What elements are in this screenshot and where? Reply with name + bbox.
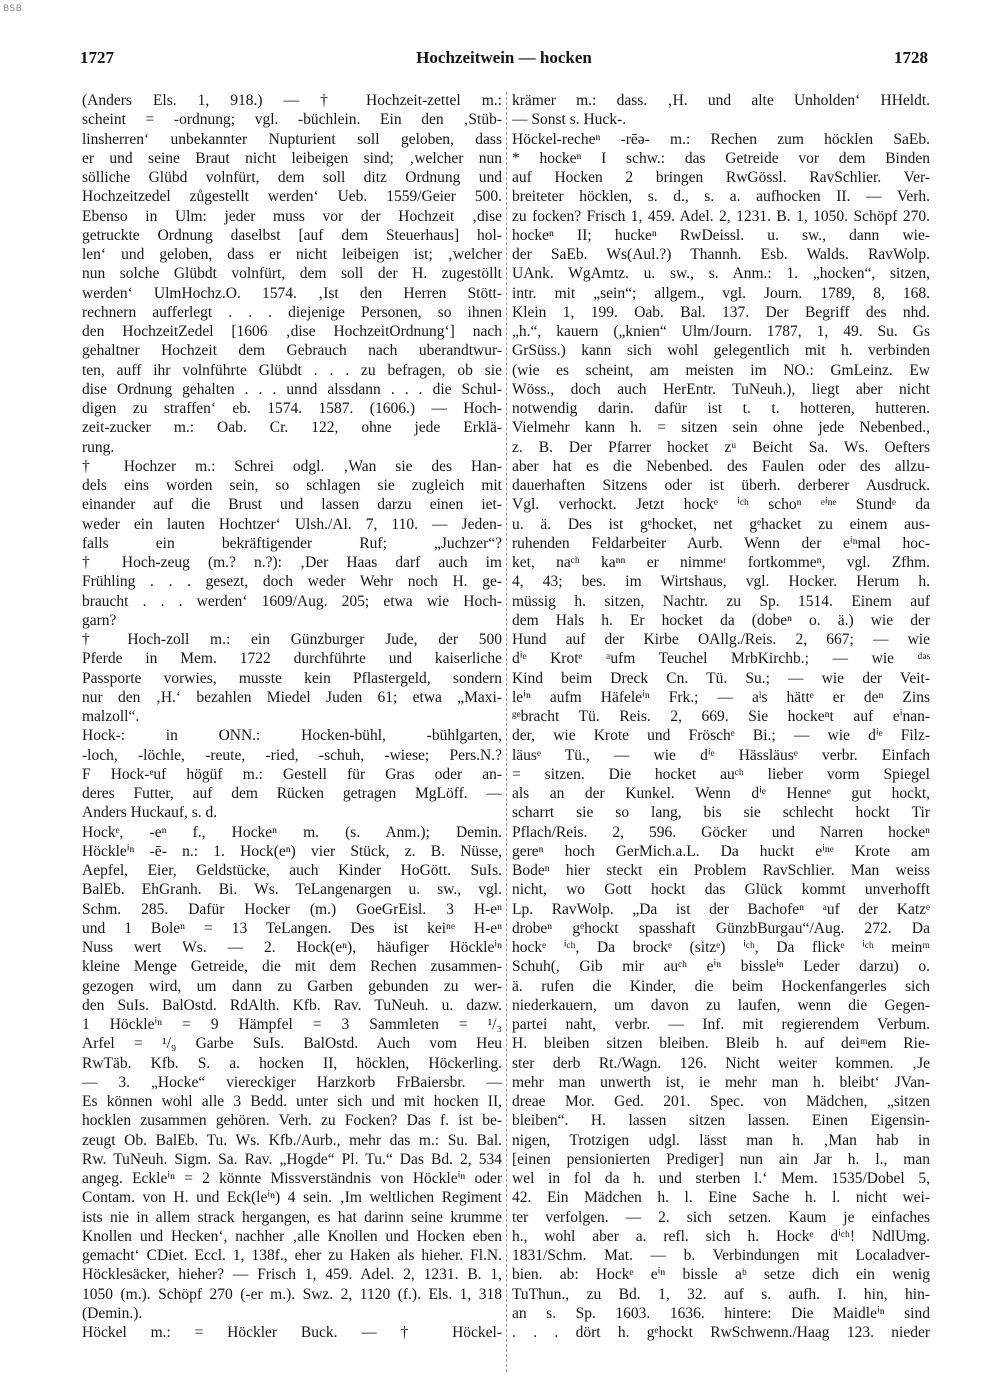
right-column-line: Wöss., doch auch HerEntr. TuNeuh.), liegt aber nicht	[512, 380, 930, 398]
left-column-line: F Hock-ᵉuf högüf m.: Gestell für Gras oder an-	[82, 765, 502, 783]
left-column-line: werden‘ UlmHochz.O. 1574. ‚Ist den Herren Stött-	[82, 284, 502, 302]
left-column-line: linsherren‘ unbekannter Nupturient soll geloben, dass	[82, 130, 502, 148]
right-column-line: 1831/Schm. Mat. — b. Verbindungen mit Localadver-	[512, 1247, 930, 1264]
left-column-line: nun solche Glübdt volnfürt, dem soll der H. zugestöllt	[82, 265, 502, 283]
left-column-line: † Hochzer m.: Schrei odgl. ‚Wan sie des Han-	[82, 457, 502, 475]
left-column-line: RwTäb. Kfb. S. a. hocken II, höcklen, Höckerling.	[82, 1054, 502, 1072]
right-column-line: krämer m.: dass. ‚H. und alte Unholden‘ HHeldt.	[512, 92, 930, 109]
right-column-line: partei naht, verbr. — Inf. mit regierendem Verbum.	[512, 1016, 930, 1033]
right-column-line: Vgl. verhockt. Jetzt hockᵉ ⁱᶜʰ schoⁿ ᵉⁱⁿᵉ Stundᵉ da	[512, 496, 930, 514]
column-divider	[506, 92, 507, 1372]
right-column-line: ᵍᵉbracht Tü. Reis. 2, 669. Sie hockeⁿt auf eⁱnan-	[512, 708, 930, 725]
right-column-line: — Sonst s. Huck-.	[512, 111, 627, 129]
right-column-line: Höckel-recheⁿ -rēə- m.: Rechen zum höcklen SaEb.	[512, 130, 930, 148]
right-column-line: breiteter höcklen, s. d., s. a. aufhocken II. — Verh.	[512, 188, 930, 206]
left-column-line: getruckte Ordnung daselbst [auf dem Steuerhaus] hol-	[82, 226, 502, 244]
right-column-line: ket, naᶜʰ kaⁿⁿ er nimmeʳ fortkommeⁿ, vgl. Zfhm.	[512, 554, 930, 571]
page-number-left: 1727	[80, 48, 114, 67]
right-column-line: Vielmehr kann h. = sitzen sein ohne jede Nebenbed.,	[512, 419, 930, 437]
left-column-line: einander auf die Brust und lassen darzu einen iet-	[82, 496, 502, 514]
page-header	[80, 48, 928, 70]
right-column-line: = sitzen. Die hocket auᶜʰ lieber vorm Spiegel	[512, 765, 930, 783]
left-column-line: er und seine Braut nicht leibeigen sind; ‚welcher nun	[82, 149, 502, 167]
right-column-line: Bodeⁿ hier steckt ein Problem RavSchlier. Man weiss	[512, 862, 930, 879]
right-column-line: dreae Mor. Ged. 201. Spec. von Mädchen, „sitzen	[512, 1093, 930, 1110]
left-column-line: falls ein bekräftigender Ruf; „Juchzer“?	[82, 534, 502, 552]
right-column-line: ruhenden Feldarbeiter Aurb. Wenn der eⁱⁿmal hoc-	[512, 534, 930, 552]
left-column-line: den SuIs. BalOstd. RdAlth. Kfb. Rav. TuNeuh. u. dazw.	[82, 996, 502, 1014]
right-column-line: dauerhaften Sitzens oder ist überh. derberer Ausdruck.	[512, 477, 930, 494]
right-column-line: niederkauern, um davon zu laufen, wenn die Gegen-	[512, 996, 930, 1014]
left-column-line: (Demin.).	[82, 1304, 143, 1322]
left-column-line: gezogen wird, um dann zu Garben gebunden zu wer-	[82, 977, 502, 995]
right-column-line: 42. Ein Mädchen h. l. Eine Sache h. l. nicht wei-	[512, 1189, 930, 1207]
right-column-line: „h.“, kauern („knien“ Ulm/Journ. 1787, 1, 49. Su. Gs	[512, 323, 930, 340]
left-column-line: gemacht‘ CDiet. Eccl. 1, 138f., eher zu Haken als hieher. Fl.N.	[82, 1247, 502, 1264]
right-column-line: leⁱⁿ aufm Häfeleⁱⁿ Frk.; — aˡs hättᵉ er deⁿ Zins	[512, 688, 930, 706]
right-column-line: wel in fol da h. und sterben l.‘ Mem. 1535/Dobel 5,	[512, 1170, 930, 1187]
right-column-line: hockᵉ ⁱᶜʰ, Da brockᵉ (sitzᵉ) ⁱᶜʰ, Da flickᵉ ⁱᶜʰ meinᵐ	[512, 939, 930, 956]
right-column-line: der SaEb. Ws(Aul.?) Thannh. Esb. Walds. RavWolp.	[512, 246, 930, 263]
right-column-line: Kind beim Dreck Cn. Tü. Su.; — wie der Veit-	[512, 669, 930, 687]
left-column-line: angeg. Eckleⁱⁿ = 2 könnte Missverständnis von Höckleⁱⁿ oder	[82, 1170, 502, 1187]
left-column-line: BalEb. EhGranh. Bi. Ws. TeLangenargen u. sw., vgl.	[82, 881, 502, 899]
left-column-line: Höckleⁱⁿ -ē- n.: 1. Hock(eⁿ) vier Stück, z. B. Nüsse,	[82, 842, 502, 860]
left-column-line: -loch, -löchle, -reute, -ried, -schuh, -wiese; Pers.N.?	[82, 746, 502, 764]
left-column-line: deres Futter, auf dem Rücken getragen MgLöff. —	[82, 785, 502, 802]
left-column-line: digen zu straffen‘ eb. 1574. 1587. (1606.) — Hoch-	[82, 400, 502, 417]
right-column-line: ter verfolgen. — 2. sich setzen. Kaum je einfaches	[512, 1208, 930, 1226]
right-column-line: notwendig darin. dafür ist t. t. hotteren, hutteren.	[512, 400, 930, 417]
left-column-line: Es können wohl alle 3 Bedd. unter sich und mit hocken II,	[82, 1093, 502, 1110]
left-column-line: len‘ und geloben, dass er nicht leibeigen ist; ‚welcher	[82, 246, 502, 263]
right-column-line: ster derb Rt./Wagn. 126. Nicht weiter kommen. ‚Je	[512, 1054, 930, 1072]
left-column-line: (Anders Els. 1, 918.) — † Hochzeit-zettel m.:	[82, 92, 502, 109]
left-column-line: — 3. „Hocke“ viereckiger Harzkorb FrBaiersbr. —	[82, 1073, 502, 1091]
right-column-line: Schuh(, Gib mir auᶜʰ eⁱⁿ bissleⁱⁿ Leder darzu) o.	[512, 958, 930, 976]
right-column-line: * hockeⁿ I schw.: das Getreide vor dem Binden	[512, 149, 930, 167]
left-column-line: sölliche Glübd volnfürt, dem soll ditz Ordnung und	[82, 169, 502, 186]
left-column-line: zeugt Ob. BalEb. Tu. Ws. Kfb./Aurb., mehr das m.: Su. Bal.	[82, 1131, 502, 1149]
left-column-line: ten, auff ihr volnführte Glübdt . . . zu befragen, ob sie	[82, 361, 502, 379]
right-column-line: UAnk. WgAmtz. u. sw., s. Anm.: 1. „hocken“, sitzen,	[512, 265, 930, 283]
right-column-line: dⁱᵉ Krotᵉ ᵃufm Teuchel MrbKirchb.; — wie ᵈᵃˢ	[512, 650, 930, 668]
left-column	[82, 91, 502, 1381]
left-column-line: Hockᵉ, -eⁿ f., Hockeⁿ m. (s. Anm.); Demin.	[82, 823, 502, 841]
right-column-line: nigen, Trotzigen udgl. lässt man h. ‚Man hab in	[512, 1131, 930, 1149]
running-title: Hochzeitwein — hocken	[416, 48, 592, 67]
right-column-line: bien. ab: Hockᵉ eⁱⁿ bissle aᵇ setze dich ein wenig	[512, 1266, 930, 1284]
left-column-line: Höckel m.: = Höckler Buck. — † Höckel-	[82, 1324, 502, 1341]
right-column-line: an s. Sp. 1603. 1636. hintere: Die Maidleⁱⁿ sind	[512, 1304, 930, 1322]
left-column-line: † Hoch-zeug (m.? n.?): ‚Der Haas darf auch im	[82, 554, 502, 571]
left-column-line: gehaltner Hochzeit dem Gebrauch nach uberandtwur-	[82, 342, 502, 360]
right-column-line: 4, 43; bes. im Wirtshaus, vgl. Hocker. Herum h.	[512, 573, 930, 591]
right-column-line: intr. mit „sein“; allgem., vgl. Journ. 1789, 8, 168.	[512, 284, 930, 302]
right-column-line: Pflach/Reis. 2, 596. Göcker und Narren hockeⁿ	[512, 823, 930, 841]
right-column-line: Lp. RavWolp. „Da ist der Bachofeⁿ ᵃuf der Katzᵉ	[512, 900, 930, 918]
left-column-line: Rw. TuNeuh. Sigm. Sa. Rav. „Hogde“ Pl. Tu.“ Das Bd. 2, 534	[82, 1150, 502, 1168]
left-column-line: Hock-: in ONN.: Hocken-bühl, -bühlgarten,	[82, 727, 502, 745]
right-column-line: dem Hals h. Er hocket da (dobeⁿ o. ä.) wie der	[512, 611, 930, 629]
left-column-line: dels eins worden sein, so schlagen sie zugleich mit	[82, 477, 502, 494]
left-column-line: malzoll“.	[82, 708, 140, 725]
left-column-line: Ebenso in Ulm: jeder muss vor der Hochzeit ‚dise	[82, 207, 502, 225]
right-column-line: aber hat es die Nebenbed. des Faulen oder des allzu-	[512, 457, 930, 475]
right-column-line: mehr man unwerth ist, ie mehr man h. bleibt‘ JVan-	[512, 1073, 930, 1091]
right-column-line: h., wohl aber a. refl. sich h. Hockᵉ dⁱᶜʰ! NdlUmg.	[512, 1227, 930, 1245]
library-stamp: BSB	[3, 4, 23, 14]
left-column-line: 1050 (m.). Schöpf 270 (-er m.). Swz. 2, 1120 (f.). Els. 1, 318	[82, 1285, 502, 1303]
right-column-line: [einen pensionierten Prediger] nun ain Jar h. l., man	[512, 1150, 930, 1168]
left-column-line: Passporte vorwies, musste kein Pflastergeld, sondern	[82, 669, 502, 687]
left-column-line: Hochzeitzedel zůgestellt werden‘ Ueb. 1559/Geier 500.	[82, 188, 502, 206]
right-column-line: ä. rufen die Kinder, die beim Hockenfangerles sich	[512, 977, 930, 995]
page-number-right: 1728	[894, 48, 928, 67]
right-column-line: (wie es scheint, am meisten im NO.: GmLeinz. Ew	[512, 361, 930, 379]
left-column-line: Contam. von H. und Eck(leⁱⁿ) 4 sein. ‚Im weltlichen Regiment	[82, 1189, 502, 1207]
right-column-line: der, wie Krote und Fröschᵉ Bi.; — wie dⁱᵉ Filz-	[512, 727, 930, 745]
right-column-line: GrSüss.) kann sich wohl gelegentlich mit h. verbinden	[512, 342, 930, 360]
left-column-line: nur den ‚H.‘ bezahlen Miedel Juden 61; etwa „Maxi-	[82, 688, 502, 706]
left-column-line: braucht . . . werden‘ 1609/Aug. 205; etwa wie Hoch-	[82, 592, 502, 610]
left-column-line: 1 Höckleⁱⁿ = 9 Hämpfel = 3 Sammleten = ¹/₃	[82, 1016, 502, 1033]
right-column-line: z. B. Der Pfarrer hocket zᵘ Beicht Sa. Ws. Oefters	[512, 438, 930, 456]
right-column-line: TuThun., zu Bd. 1, 32. auf s. aufh. I. hin, hin-	[512, 1285, 930, 1303]
right-column-line: scharrt sie so lang, bis sie schlecht hockt Tir	[512, 804, 930, 822]
left-column-line: Aepfel, Eier, Geldstücke, auch Kinder HoGött. SuIs.	[82, 862, 502, 879]
left-column-line: den HochzeitZedel [1606 ‚dise HochzeitOrdnung‘] nach	[82, 323, 502, 340]
right-column-line: Klein 1, 199. Oab. Bal. 137. Der Begriff des nhd.	[512, 303, 930, 321]
right-column-line: müssig h. sitzen, Nachtr. zu Sp. 1514. Einem auf	[512, 592, 930, 610]
left-column-line: Anders Huckauf, s. d.	[82, 804, 218, 822]
right-column-line: hockeⁿ II; huckeⁿ RwDeissl. u. sw., dann wie-	[512, 226, 930, 244]
left-column-line: ists nie in allem strack hergangen, es hat darinn seine krumme	[82, 1208, 502, 1226]
left-column-line: Pferde in Mem. 1722 durchführte und kaiserliche	[82, 650, 502, 668]
right-column-line: drobeⁿ gᵉhockt spasshaft GünzbBurgau“/Aug. 272. Da	[512, 919, 930, 937]
left-column-line: Höcklesäcker, hieher? — Frisch 1, 459. Adel. 2, 1231. B. 1,	[82, 1266, 502, 1284]
right-column-line: H. bleiben sitzen bleiben. Bleib h. auf deiᵐem Rie-	[512, 1035, 930, 1053]
left-column-line: Frühling . . . gesezt, doch weder Wehr noch H. ge-	[82, 573, 502, 591]
right-column-line: gereⁿ hoch GerMich.a.L. Da huckt eⁱⁿᵉ Krote am	[512, 842, 930, 860]
left-column-line: Nuss wert Ws. — 2. Hock(eⁿ), häufiger Höckleⁱⁿ	[82, 939, 502, 956]
right-column-line: bleiben“. H. lassen sitzen lassen. Einen Eigensin-	[512, 1112, 930, 1130]
right-column-line: nicht, wo Gott hockt das Glück kommt unverhofft	[512, 881, 930, 899]
left-column-line: rung.	[82, 438, 115, 456]
left-column-line: und 1 Boleⁿ = 13 TeLangen. Des ist keiⁿᵉ H-eⁿ	[82, 919, 502, 937]
left-column-line: garn?	[82, 611, 117, 629]
left-column-line: † Hoch-zoll m.: ein Günzburger Jude, der 500	[82, 631, 502, 648]
left-column-line: kleine Menge Getreide, die mit dem Rechen zusammen-	[82, 958, 502, 976]
right-column-line: auf Hocken 2 bringen RwGössl. RavSchlier. Ver-	[512, 169, 930, 186]
left-column-line: weder ein lauten Hochtzer‘ Ulsh./Al. 7, 110. — Jeden-	[82, 515, 502, 533]
left-column-line: rechnern aufferlegt . . . diejenige Personen, so ihnen	[82, 303, 502, 321]
right-column-line: als an der Kunkel. Wenn dⁱᵉ Henneᵉ gut hockt,	[512, 785, 930, 802]
right-column-line: . . . dört h. gᵉhockt RwSchwenn./Haag 123. nieder	[512, 1324, 930, 1341]
left-column-line: scheint = -ordnung; vgl. -büchlein. Ein den ‚Stüb-	[82, 111, 502, 129]
left-column-line: hocklen zusammen gehören. Verh. zu Focken? Das f. ist be-	[82, 1112, 502, 1130]
right-column-line: u. ä. Des ist gᵉhocket, net gᵉhacket zu einem aus-	[512, 515, 930, 533]
right-column-line: läusᵉ Tü., — wie dⁱᵉ Hässläusᵉ verbr. Einfach	[512, 746, 930, 764]
right-column-line: Hund auf der Kirbe OAllg./Reis. 2, 667; — wie	[512, 631, 930, 648]
left-column-line: Arfel = ¹/₉ Garbe SuIs. BalOstd. Auch vom Heu	[82, 1035, 502, 1053]
left-column-line: Knollen und Hecken‘, nachher ‚alle Knollen und Hocken eben	[82, 1227, 502, 1245]
right-column-line: zu focken? Frisch 1, 459. Adel. 2, 1231. B. 1, 1050. Schöpf 270.	[512, 207, 930, 225]
left-column-line: dise Ordnung gehalten . . . unnd alssdann . . . die Schul-	[82, 380, 502, 398]
left-column-line: zeit-zucker m.: Oab. Cr. 122, ohne jede Erklä-	[82, 419, 502, 437]
right-column	[512, 91, 930, 1381]
left-column-line: Schm. 285. Dafür Hocker (m.) GoeGrEisl. 3 H-eⁿ	[82, 900, 502, 918]
